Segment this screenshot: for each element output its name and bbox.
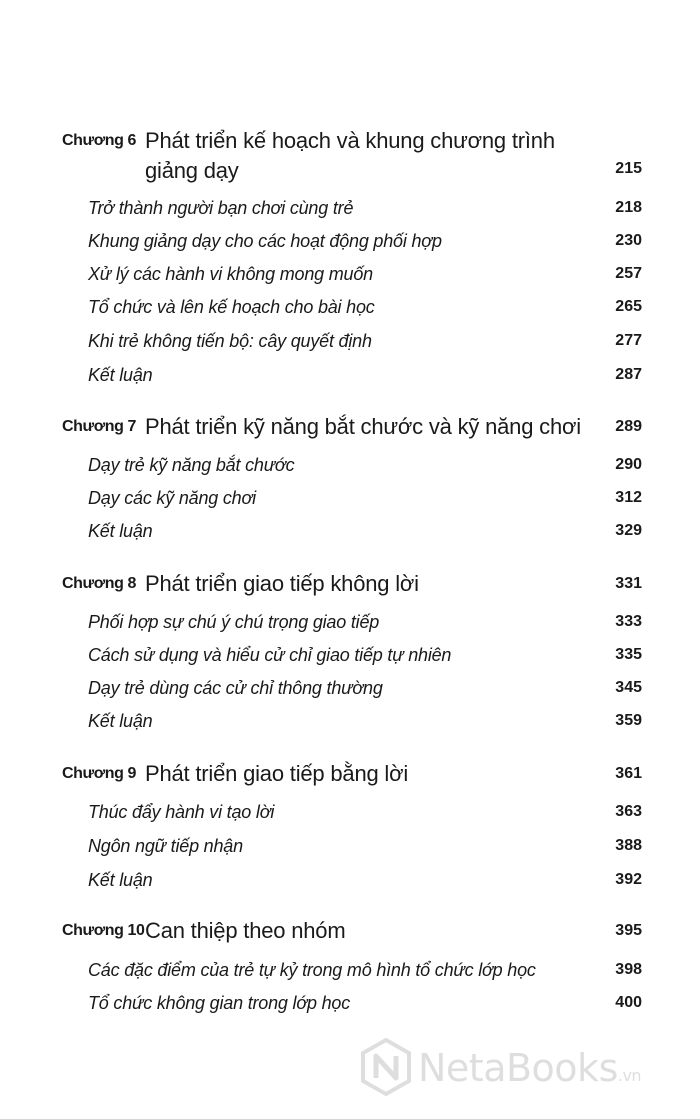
section-entry <box>88 870 648 894</box>
watermark-suffix: .vn <box>617 1066 642 1085</box>
section-page-number: 265 <box>615 298 642 315</box>
section-entry <box>88 264 648 288</box>
section-entry <box>88 960 648 984</box>
section-title: Phối hợp sự chú ý chú trọng giao tiếp <box>88 612 380 632</box>
section-page-number: 218 <box>615 199 642 216</box>
section-page-number: 329 <box>615 522 642 539</box>
section-page-number: 345 <box>615 679 642 696</box>
chapter-label: Chương 7 <box>62 418 136 435</box>
section-page-number: 257 <box>615 265 642 282</box>
chapter-title: Can thiệp theo nhóm <box>145 918 346 943</box>
chapter-title: Phát triển giao tiếp bằng lời <box>145 761 409 786</box>
section-entry <box>88 455 648 479</box>
section-title: Ngôn ngữ tiếp nhận <box>88 836 243 856</box>
section-entry <box>88 231 648 255</box>
chapter-label: Chương 6 <box>62 132 136 149</box>
section-title: Xử lý các hành vi không mong muốn <box>88 264 373 284</box>
chapter-page-number: 361 <box>615 765 642 782</box>
section-title: Trở thành người bạn chơi cùng trẻ <box>88 198 354 218</box>
section-title: Tổ chức và lên kế hoạch cho bài học <box>88 297 375 317</box>
section-page-number: 277 <box>615 332 642 349</box>
section-entry <box>88 198 648 222</box>
section-page-number: 333 <box>615 613 642 630</box>
section-page-number: 398 <box>615 961 642 978</box>
section-entry <box>88 331 648 355</box>
section-page-number: 388 <box>615 837 642 854</box>
section-entry <box>88 612 648 636</box>
section-entry <box>88 645 648 669</box>
section-page-number: 392 <box>615 871 642 888</box>
section-title: Dạy trẻ dùng các cử chỉ thông thường <box>88 678 383 698</box>
section-entry <box>88 993 648 1017</box>
chapter-label: Chương 9 <box>62 765 136 782</box>
section-entry <box>88 836 648 860</box>
section-page-number: 400 <box>615 994 642 1011</box>
chapter-page-number: 215 <box>615 160 642 177</box>
section-title: Khi trẻ không tiến bộ: cây quyết định <box>88 331 372 351</box>
section-title: Kết luận <box>88 870 153 890</box>
section-title: Thúc đẩy hành vi tạo lời <box>88 802 275 822</box>
chapter-title: Phát triển kỹ năng bắt chước và kỹ năng chơi <box>145 414 581 439</box>
section-entry <box>88 365 648 389</box>
chapter-title: Phát triển giao tiếp không lời <box>145 571 419 596</box>
section-page-number: 363 <box>615 803 642 820</box>
section-entry <box>88 488 648 512</box>
section-title: Các đặc điểm của trẻ tự kỷ trong mô hình tổ chức lớp học <box>88 960 536 980</box>
chapter-page-number: 289 <box>615 418 642 435</box>
section-page-number: 230 <box>615 232 642 249</box>
netabooks-logo-icon <box>360 1038 412 1096</box>
section-entry <box>88 711 648 735</box>
chapter-label: Chương 8 <box>62 575 136 592</box>
section-entry <box>88 521 648 545</box>
chapter-label: Chương 10 <box>62 922 145 939</box>
section-entry <box>88 678 648 702</box>
section-title: Kết luận <box>88 365 153 385</box>
section-page-number: 312 <box>615 489 642 506</box>
section-entry <box>88 297 648 321</box>
section-entry <box>88 802 648 826</box>
section-title: Kết luận <box>88 711 153 731</box>
chapter-page-number: 331 <box>615 575 642 592</box>
section-title: Tổ chức không gian trong lớp học <box>88 993 351 1013</box>
section-title: Dạy các kỹ năng chơi <box>88 488 256 508</box>
section-title: Khung giảng dạy cho các hoạt động phối hợp <box>88 231 442 251</box>
section-title: Kết luận <box>88 521 153 541</box>
section-page-number: 335 <box>615 646 642 663</box>
section-page-number: 359 <box>615 712 642 729</box>
watermark-text <box>418 1046 641 1090</box>
section-title: Cách sử dụng và hiểu cử chỉ giao tiếp tự nhiên <box>88 645 452 665</box>
watermark-brand: NetaBooks <box>418 1046 618 1090</box>
section-title: Dạy trẻ kỹ năng bắt chước <box>88 455 295 475</box>
chapter-title: Phát triển kế hoạch và khung chương trình giảng dạy <box>145 128 555 183</box>
section-page-number: 290 <box>615 456 642 473</box>
netabooks-watermark <box>360 1038 690 1098</box>
section-page-number: 287 <box>615 366 642 383</box>
chapter-page-number: 395 <box>615 922 642 939</box>
